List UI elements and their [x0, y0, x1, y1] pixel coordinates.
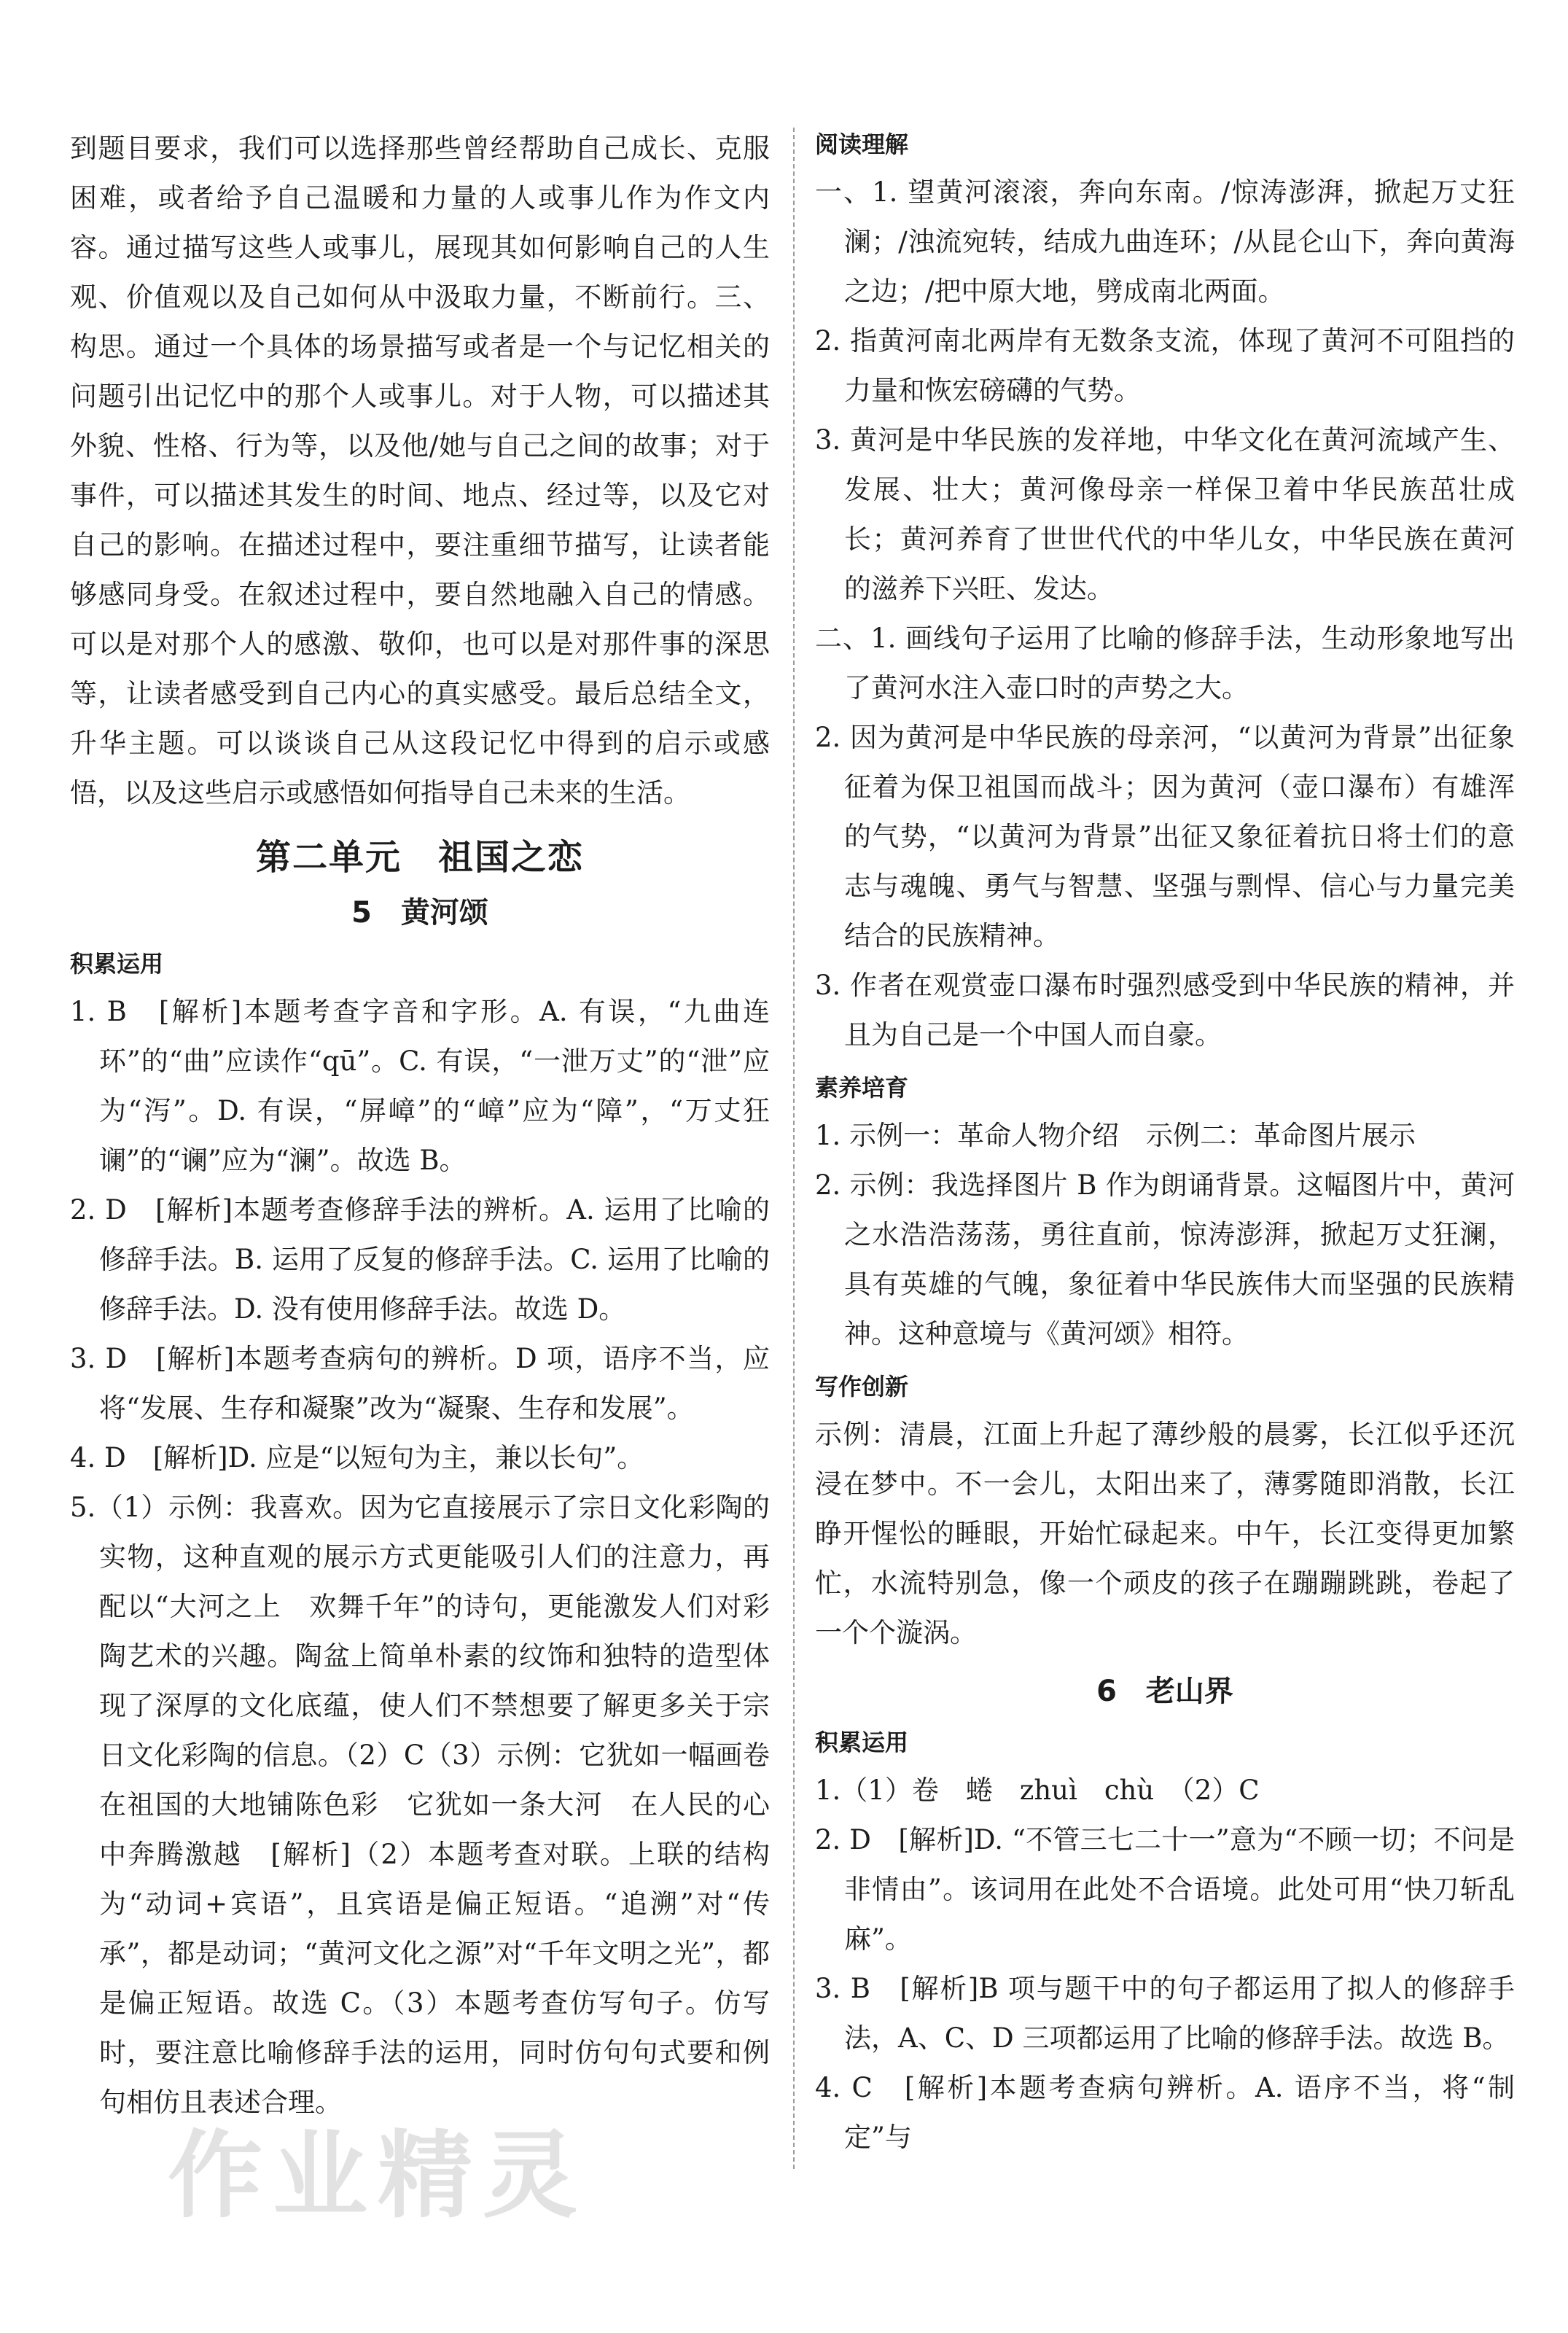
writing-sample: 示例：清晨，江面上升起了薄纱般的晨雾，长江似乎还沉浸在梦中。不一会儿，太阳出来了，薄雾随即消散，长江睁开惺忪的睡眼，开始忙碌起来。中午，长江变得更加繁忙，水流特别急，像一个顽皮的孩子在蹦蹦跳跳，卷起了一个个漩涡。 [815, 1419, 1515, 1648]
lesson-5-title: 5 黄河颂 [351, 896, 488, 930]
answer-item: 1. B [解析]本题考查字音和字形。A. 有误，“九曲连环”的“曲”应读作“qū”。C. 有误，“一泄万丈”的“泄”应为“泻”。D. 有误，“屏嶂”的“嶂”应为“障”，“万丈狂谰”的“谰”应为“澜”。故选 B。 [70, 996, 770, 1176]
section-heading-jilei-2: 积累运用 [815, 1729, 909, 1756]
answer-item: 4. D [解析]D. 应是“以短句为主，兼以长句”。 [70, 1442, 644, 1473]
section-heading-suyang: 素养培育 [815, 1074, 909, 1102]
answer-item: 一、1. 望黄河滚滚，奔向东南。/惊涛澎湃，掀起万丈狂澜；/浊流宛转，结成九曲连环；/从昆仑山下，奔向黄海之边；/把中原大地，劈成南北两面。 [815, 176, 1515, 307]
section-heading-xiezuo: 写作创新 [815, 1373, 909, 1401]
answer-item: 2. 指黄河南北两岸有无数条支流，体现了黄河不可阻挡的力量和恢宏磅礴的气势。 [815, 325, 1515, 406]
answer-item: 4. C [解析]本题考查病句辨析。A. 语序不当，将“制定”与 [815, 2072, 1515, 2153]
section-heading-yuedu: 阅读理解 [815, 131, 909, 158]
left-column [70, 124, 797, 2127]
answer-item: 2. D [解析]D. “不管三七二十一”意为“不顾一切；不问是非情由”。该词用在此处不合语境。此处可用“快刀斩乱麻”。 [815, 1824, 1515, 1955]
column-divider [793, 128, 795, 2169]
answer-item: 5.（1）示例：我喜欢。因为它直接展示了宗日文化彩陶的实物，这种直观的展示方式更能吸引人们的注意力，再配以“大河之上 欢舞千年”的诗句，更能激发人们对彩陶艺术的兴趣。陶盆上简单朴素的纹饰和独特的造型体现了深厚的文化底蕴，使人们不禁想要了解更多关于宗日文化彩陶的信息。（2）C（3）示例：它犹如一幅画卷 在祖国的大地铺陈色彩 它犹如一条大河 在人民的心中奔腾激越 [解析]（2）本题考查对联。上联的结构为“动词+宾语”，且宾语是偏正短语。“追溯”对“传承”，都是动词；“黄河文化之源”对“千年文明之光”，都是偏正短语。故选 C。（3）本题考查仿写句子。仿写时，要注意比喻修辞手法的运用，同时仿句句式要和例句相仿且表述合理。 [70, 1492, 797, 2118]
answer-item: 3. D [解析]本题考查病句的辨析。D 项，语序不当，应将“发展、生存和凝聚”改为“凝聚、生存和发展”。 [70, 1343, 770, 1424]
lesson-6-title: 6 老山界 [1096, 1675, 1233, 1708]
answer-item: 3. 作者在观赏壶口瀑布时强烈感受到中华民族的精神，并且为自己是一个中国人而自豪。 [815, 970, 1515, 1051]
right-column [815, 124, 1515, 2162]
answer-item: 2. 示例：我选择图片 B 作为朗诵背景。这幅图片中，黄河之水浩浩荡荡，勇往直前，惊涛澎湃，掀起万丈狂澜，具有英雄的气魄，象征着中华民族伟大而坚强的民族精神。这种意境与《黄河颂》相符。 [815, 1169, 1515, 1349]
watermark-logo: 作业精灵 [168, 2120, 588, 2231]
answer-item: 2. D [解析]本题考查修辞手法的辨析。A. 运用了比喻的修辞手法。B. 运用了反复的修辞手法。C. 运用了比喻的修辞手法。D. 没有使用修辞手法。故选 D。 [70, 1194, 770, 1325]
answer-item: 1.（1）卷 蜷 zhuì chù （2）C [815, 1775, 1260, 1806]
section-heading-jilei: 积累运用 [70, 950, 164, 978]
essay-guidance-paragraph: 到题目要求，我们可以选择那些曾经帮助自己成长、克服困难，或者给予自己温暖和力量的人或事儿作为作文内容。通过描写这些人或事儿，展现其如何影响自己的人生观、价值观以及自己如何从中汲取力量，不断前行。三、构思。通过一个具体的场景描写或者是一个与记忆相关的问题引出记忆中的那个人或事儿。对于人物，可以描述其外貌、性格、行为等，以及他/她与自己之间的故事；对于事件，可以描述其发生的时间、地点、经过等，以及它对自己的影响。在描述过程中，要注重细节描写，让读者能够感同身受。在叙述过程中，要自然地融入自己的情感。可以是对那个人的感激、敬仰，也可以是对那件事的深思等，让读者感受到自己内心的真实感受。最后总结全文，升华主题。可以谈谈自己从这段记忆中得到的启示或感悟，以及这些启示或感悟如何指导自己未来的生活。 [70, 133, 770, 809]
answer-item: 3. B [解析]B 项与题干中的句子都运用了拟人的修辞手法，A、C、D 三项都运用了比喻的修辞手法。故选 B。 [815, 1973, 1515, 2054]
answer-item: 3. 黄河是中华民族的发祥地，中华文化在黄河流域产生、发展、壮大；黄河像母亲一样保卫着中华民族茁壮成长；黄河养育了世世代代的中华儿女，中华民族在黄河的滋养下兴旺、发达。 [815, 424, 1515, 604]
answer-item: 2. 因为黄河是中华民族的母亲河，“以黄河为背景”出征象征着为保卫祖国而战斗；因为黄河（壶口瀑布）有雄浑的气势，“以黄河为背景”出征又象征着抗日将士们的意志与魂魄、勇气与智慧、坚强与剽悍、信心与力量完美结合的民族精神。 [815, 722, 1515, 951]
answer-item: 1. 示例一：革命人物介绍 示例二：革命图片展示 [815, 1120, 1416, 1151]
answer-item: 二、1. 画线句子运用了比喻的修辞手法，生动形象地写出了黄河水注入壶口时的声势之大。 [815, 623, 1515, 704]
unit-title: 第二单元 祖国之恋 [255, 837, 584, 878]
